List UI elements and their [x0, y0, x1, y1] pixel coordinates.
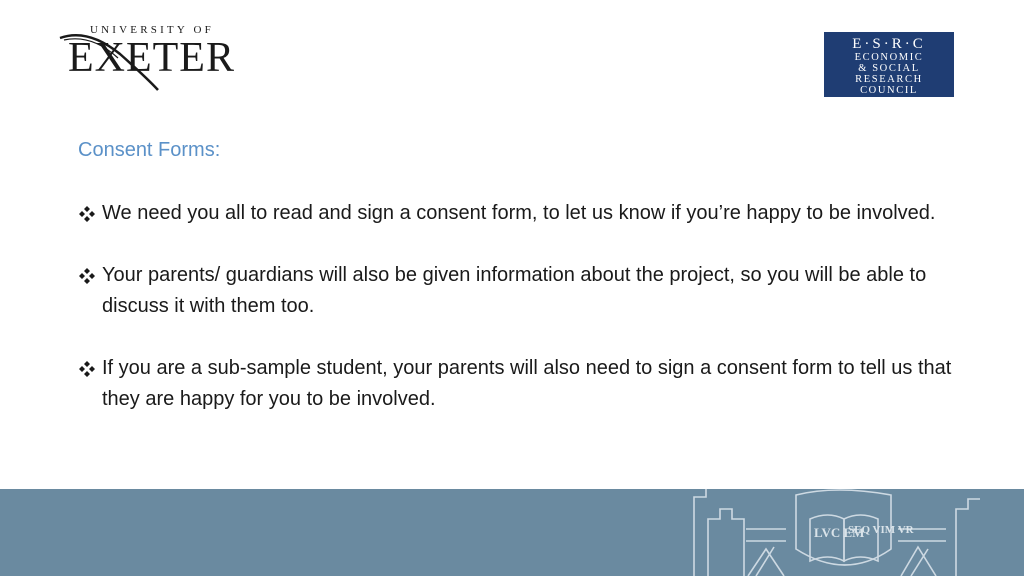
diamond-bullet-icon: [78, 360, 96, 378]
bullet-item: [78, 260, 978, 322]
esrc-logo: [824, 32, 954, 97]
diamond-bullet-icon: [78, 205, 96, 223]
bullet-list: [78, 198, 978, 446]
bullet-item: [78, 353, 978, 415]
crest-book-left-text: LVC EM: [814, 525, 865, 540]
exeter-logo-main-text: EXETER: [68, 35, 235, 81]
bullet-text: Your parents/ guardians will also be given information about the project, so you will be able to discuss it with them too.: [102, 264, 927, 317]
esrc-logo-line: & SOCIAL: [858, 63, 920, 74]
esrc-logo-line: RESEARCH: [855, 74, 923, 85]
exeter-logo-top-text: UNIVERSITY OF: [90, 24, 214, 36]
bullet-text: If you are a sub-sample student, your parents will also need to sign a consent form to tell us that they are happy for you to be involved.: [102, 357, 952, 410]
esrc-logo-line: ECONOMIC: [854, 52, 924, 63]
university-of-exeter-logo: [58, 24, 263, 94]
slide-heading: Consent Forms:: [78, 139, 221, 161]
footer-band: [0, 489, 1024, 576]
bullet-item: [78, 198, 978, 229]
esrc-logo-acronym: E·S·R·C: [852, 36, 926, 52]
university-crest-watermark: [686, 489, 986, 576]
esrc-logo-line: COUNCIL: [860, 85, 918, 96]
diamond-bullet-icon: [78, 267, 96, 285]
bullet-text: We need you all to read and sign a consent form, to let us know if you’re happy to be involved.: [102, 202, 936, 224]
crest-book-right-text: SEQ VIM VR: [848, 524, 914, 536]
